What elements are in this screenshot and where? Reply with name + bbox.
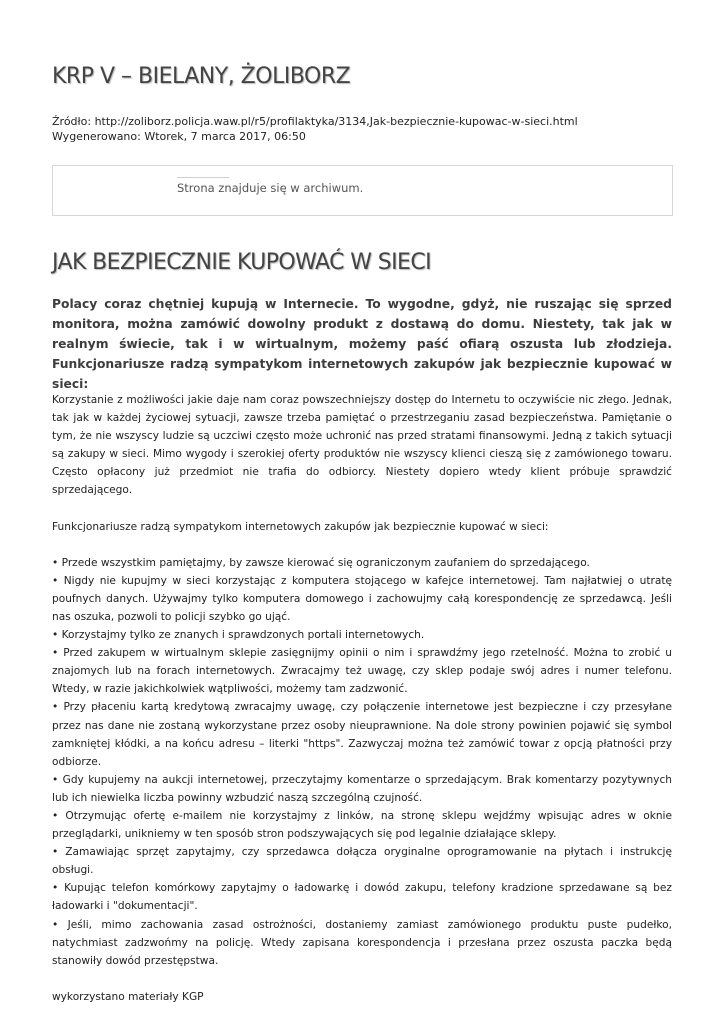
tip-item: • Gdy kupujemy na aukcji internetowej, przeczytajmy komentarze o sprzedającym. Brak komentarzy pozytywnych lub ich niewielka liczba powinny wzbudzić naszą szczególną czujność. bbox=[52, 773, 672, 804]
tip-item: • Kupując telefon komórkowy zapytajmy o ładowarkę i dowód zakupu, telefony kradzione sprzedawane są bez ładowarki i "dokumentacji". bbox=[52, 882, 672, 913]
document-meta bbox=[52, 114, 578, 144]
tip-item: • Przed zakupem w wirtualnym sklepie zasięgnijmy opinii o nim i sprawdźmy jego rzetelność. Można to zrobić u znajomych lub na forach internetowych. Zwracajmy też uwagę, czy sklep podaje swój adres i numer telefonu. Wtedy, w razie jakichkolwiek wątpliwości, możemy tam zadzwonić. bbox=[52, 647, 672, 696]
tip-item: • Jeśli, mimo zachowania zasad ostrożności, dostaniemy zamiast zamówionego produktu puste pudełko, natychmiast zadzwońmy na policję. Wtedy zapisana korespondencja i przesłana przez oszusta paczka będą stanowiły dowód przestępstwa. bbox=[52, 918, 672, 967]
generated-line: Wygenerowano: Wtorek, 7 marca 2017, 06:50 bbox=[52, 130, 306, 143]
tip-item: • Otrzymując ofertę e-mailem nie korzystajmy z linków, na stronę sklepu wejdźmy wpisując adres w oknie przeglądarki, unikniemy w ten sposób stron podszywających się pod legalnie działające sklepy. bbox=[52, 809, 672, 841]
article-body bbox=[52, 391, 672, 1006]
archive-notice-text: Strona znajduje się w archiwum. bbox=[177, 181, 364, 195]
archive-notice-box bbox=[52, 165, 673, 216]
intro-paragraph: Korzystanie z możliwości jakie daje nam coraz powszechniejszy dostęp do Internetu to oczywiście nic złego. Jednak, tak jak w każdej życiowej sytuacji, zawsze trzeba pamiętać o przestrzeganiu zasad bezpieczeństwa. Pamiętanie o tym, że nie wszyscy ludzie są uczciwi często może uchronić nas przed stratami finansowymi. Jedną z takich sytuacji są zakupy w sieci. Mimo wygody i szerokiej oferty produktów nie wszyscy klienci cieszą się z zamówionego towaru. Często opłacony już przedmiot nie trafia do odbiorcy. Niestety dopiero wtedy klient próbuje sprawdzić sprzedającego. bbox=[52, 394, 672, 497]
credit-line: wykorzystano materiały KGP bbox=[52, 990, 204, 1003]
article-lead: Polacy coraz chętniej kupują w Internecie. To wygodne, gdyż, nie ruszając się sprzed monitora, można zamówić dowolny produkt z dostawą do domu. Niestety, tak jak w realnym świecie, tak i w wirtualnym, możemy paść ofiarą oszusta lub złodzieja. Funkcjonariusze radzą sympatykom internetowych zakupów jak bezpiecznie kupować w sieci: bbox=[52, 297, 672, 391]
source-line: Źródło: http://zoliborz.policja.waw.pl/r5/profilaktyka/3134,Jak-bezpiecznie-kupowac-w-sieci.html bbox=[52, 115, 578, 128]
site-title: KRP V – BIELANY, ŻOLIBORZ bbox=[52, 64, 351, 89]
tip-item: • Zamawiając sprzęt zapytajmy, czy sprzedawca dołącza oryginalne oprogramowanie na płytach i instrukcję obsługi. bbox=[52, 846, 672, 877]
advice-intro: Funkcjonariusze radzą sympatykom internetowych zakupów jak bezpiecznie kupować w sieci: bbox=[52, 520, 549, 533]
article-title: JAK BEZPIECZNIE KUPOWAĆ W SIECI bbox=[52, 250, 432, 275]
tip-item: • Nigdy nie kupujmy w sieci korzystając z komputera stojącego w kafejce internetowej. Tam najłatwiej o utratę poufnych danych. Używajmy tylko komputera domowego i zachowujmy całą korespondencję ze sprzedawcą. Jeśli nas oszuka, pozwoli to policji szybko go ująć. bbox=[52, 574, 672, 623]
tip-item: • Przede wszystkim pamiętajmy, by zawsze kierować się ograniczonym zaufaniem do sprzedającego. bbox=[52, 556, 590, 569]
tip-item: • Przy płaceniu kartą kredytową zwracajmy uwagę, czy połączenie internetowe jest bezpieczne i czy przesyłane przez nas dane nie zostaną wykorzystane przez osoby nieuprawnione. Na dole strony powinien pojawić się symbol zamkniętej kłódki, a na końcu adresu – literki "https". Zazwyczaj można też zamówić towar z opcją płatności przy odbiorze. bbox=[52, 701, 672, 768]
tip-item: • Korzystajmy tylko ze znanych i sprawdzonych portali internetowych. bbox=[52, 629, 425, 642]
archive-notice-rule bbox=[177, 177, 229, 178]
